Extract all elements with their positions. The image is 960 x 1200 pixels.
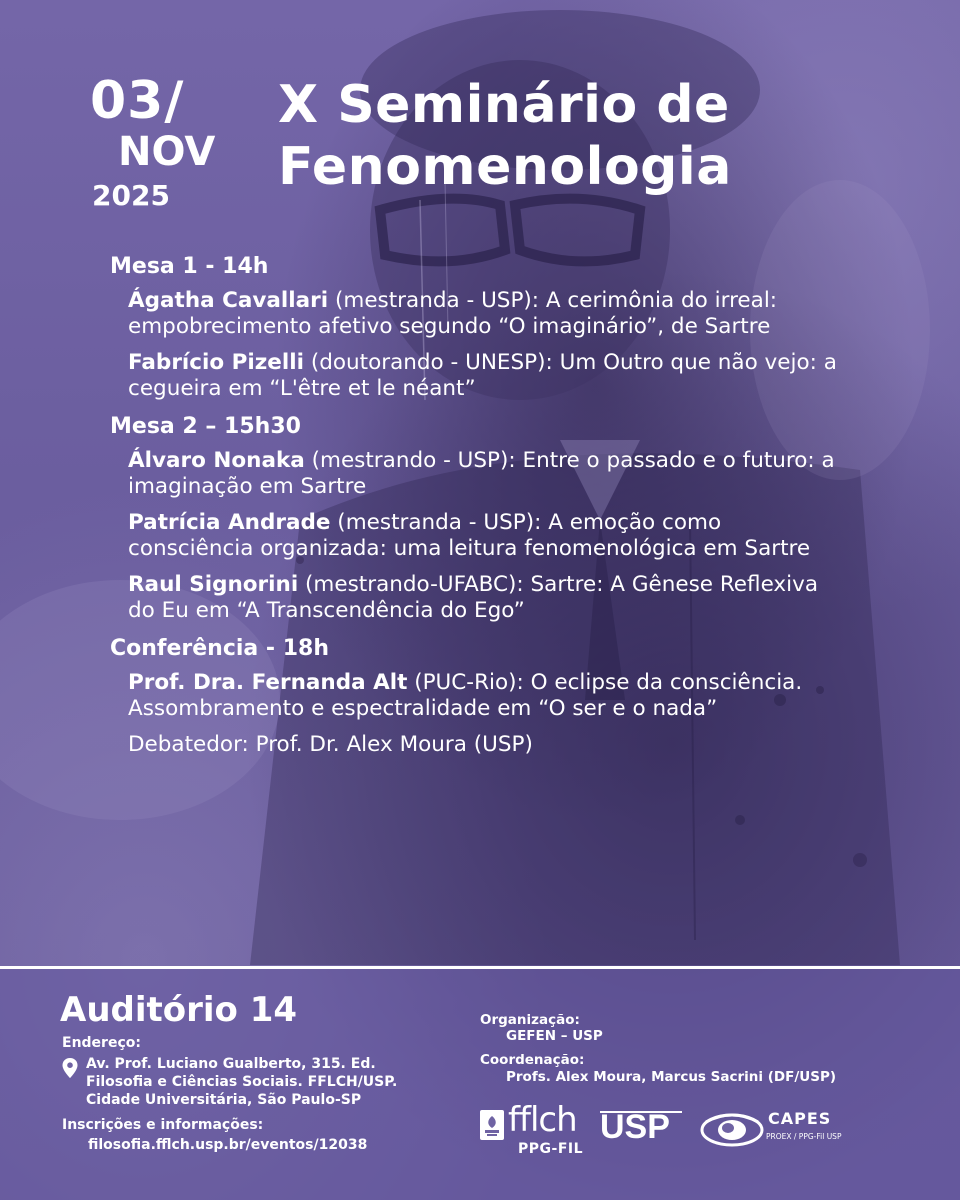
talk-item [110, 572, 850, 624]
organization-value: GEFEN – USP [506, 1028, 603, 1044]
talk-item [110, 350, 850, 402]
session-mesa-2 [110, 412, 850, 624]
session-heading: Mesa 2 – 15h30 [110, 414, 301, 439]
capes-wordmark: CAPES [768, 1109, 832, 1128]
session-mesa-1 [110, 252, 850, 402]
talk-details: (mestranda - USP): A emoção como consciência organizada: uma leitura fenomenológica em Sartre [128, 510, 811, 561]
event-date [90, 72, 240, 218]
speaker-name: Álvaro Nonaka [128, 448, 305, 473]
session-heading: Mesa 1 - 14h [110, 254, 269, 279]
registration-label: Inscrições e informações: [62, 1117, 264, 1133]
coordination-label: Coordenação: [480, 1052, 585, 1068]
capes-eye-icon [700, 1108, 764, 1148]
talk-details: (PUC-Rio): O eclipse da consciência. Assombramento e espectralidade em “O ser e o nada” [128, 670, 803, 721]
coordination-value: Profs. Alex Moura, Marcus Sacrini (DF/USP) [506, 1069, 837, 1085]
address-text [86, 1055, 397, 1109]
date-year: 2025 [92, 179, 170, 212]
debatedor-item [110, 732, 850, 758]
organization-label: Organização: [480, 1012, 580, 1028]
registration-url[interactable]: filosofia.fflch.usp.br/eventos/12038 [88, 1137, 368, 1153]
talk-details: (doutorando - UNESP): Um Outro que não vejo: a cegueira em “L'être et le néant” [128, 350, 837, 401]
session-conferencia [110, 634, 850, 758]
talk-details: (mestrando - USP): Entre o passado e o futuro: a imaginação em Sartre [128, 448, 835, 499]
talk-details: Debatedor: Prof. Dr. Alex Moura (USP) [128, 732, 533, 757]
session-heading: Conferência - 18h [110, 636, 330, 661]
talk-details: (mestrando-UFABC): Sartre: A Gênese Reflexiva do Eu em “A Transcendência do Ego” [128, 572, 819, 623]
talk-item [110, 288, 850, 340]
venue-name: Auditório 14 [60, 990, 298, 1030]
fflch-logo [478, 1100, 588, 1162]
fflch-subtitle: PPG-FIL [518, 1141, 584, 1157]
usp-wordmark: USP [600, 1108, 670, 1142]
speaker-name: Patrícia Andrade [128, 510, 331, 535]
speaker-name: Prof. Dra. Fernanda Alt [128, 670, 408, 695]
address-line: Cidade Universitária, São Paulo-SP [86, 1092, 362, 1108]
speaker-name: Fabrício Pizelli [128, 350, 304, 375]
talk-item [110, 510, 850, 562]
capes-logo [700, 1108, 842, 1150]
title-line-2: Fenomenologia [278, 137, 732, 197]
usp-logo [598, 1108, 684, 1142]
capes-subtitle: PROEX / PPG-Fil USP [766, 1132, 842, 1141]
speaker-name: Raul Signorini [128, 572, 299, 597]
talk-item [110, 670, 850, 722]
fflch-emblem-icon [478, 1108, 506, 1142]
address-label: Endereço: [62, 1035, 141, 1051]
address-line: Av. Prof. Luciano Gualberto, 315. Ed. [86, 1056, 376, 1072]
title-line-1: X Seminário de [278, 75, 730, 135]
date-month: NOV [118, 129, 216, 175]
event-title [278, 74, 732, 198]
program-schedule [110, 252, 850, 768]
map-pin-icon [62, 1058, 78, 1078]
talk-item [110, 448, 850, 500]
date-day: 03/ [90, 71, 185, 131]
address-line: Filosofia e Ciências Sociais. FFLCH/USP. [86, 1074, 398, 1090]
talk-details: (mestranda - USP): A cerimônia do irreal: empobrecimento afetivo segundo “O imaginário”, de Sartre [128, 288, 778, 339]
speaker-name: Ágatha Cavallari [128, 288, 329, 313]
fflch-wordmark: fflch [508, 1100, 577, 1140]
